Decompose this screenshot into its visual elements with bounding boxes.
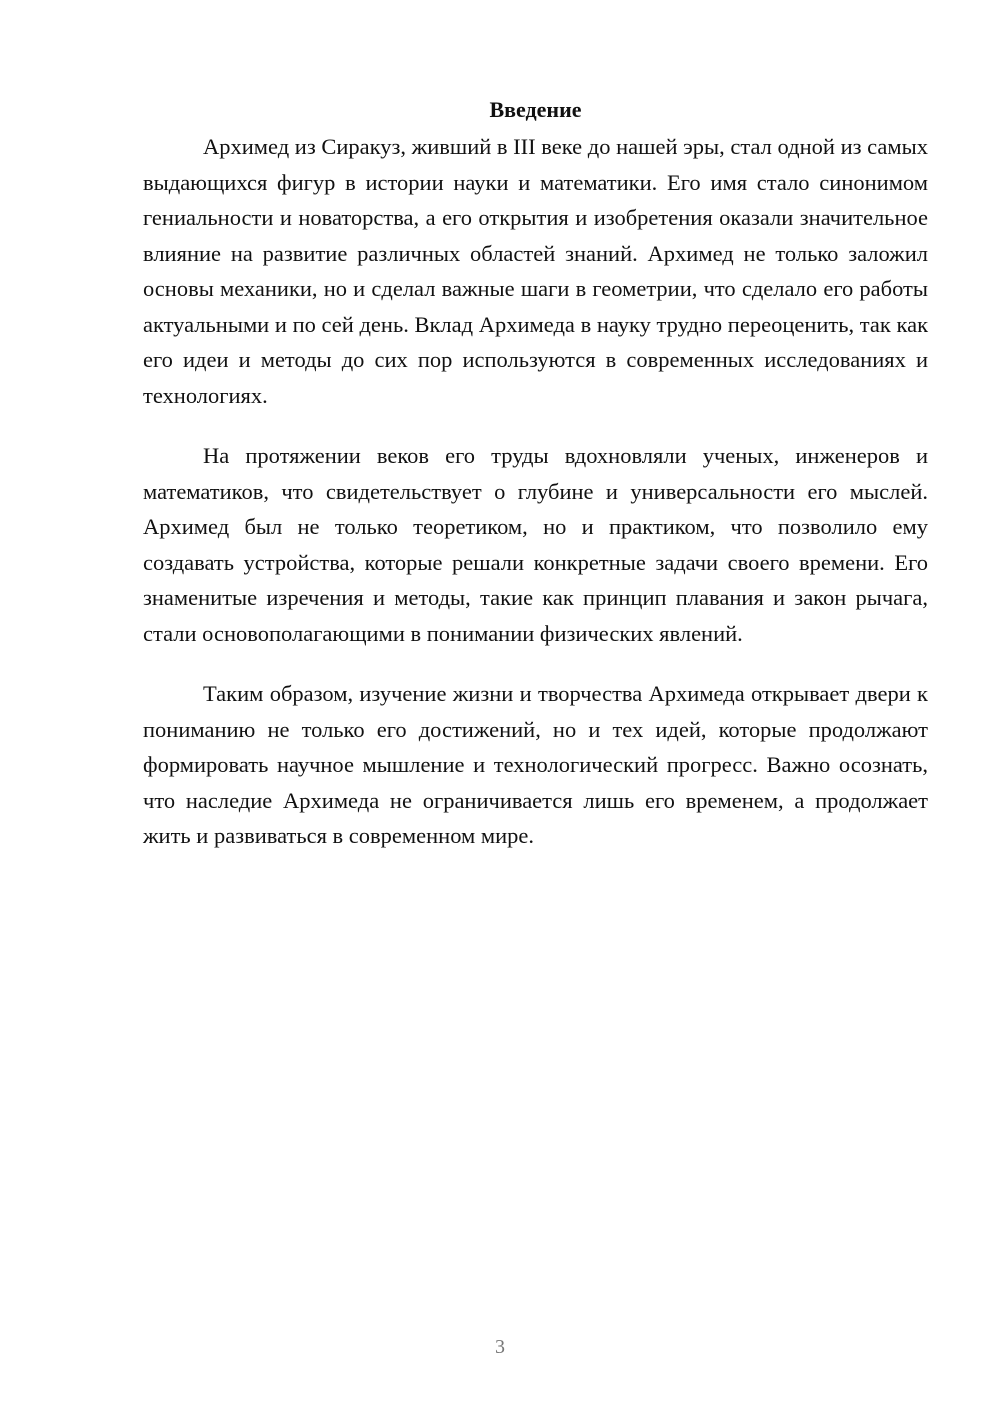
section-title: Введение — [489, 97, 582, 122]
page-number: 3 — [495, 1336, 505, 1358]
page-content — [143, 95, 928, 879]
paragraph-1: Архимед из Сиракуз, живший в III веке до нашей эры, стал одной из самых выдающихся фигур в истории науки и математики. Его имя стало синонимом гениальности и новаторства, а его открытия и изобретения оказали значительное влияние на развитие различных областей знаний. Архимед не только заложил основы механики, но и сделал важные шаги в геометрии, что сделало его работы актуальными и по сей день. Вклад Архимеда в науку трудно переоценить, так как его идеи и методы до сих пор используются в современных исследованиях и технологиях. — [143, 134, 928, 408]
paragraph-2: На протяжении веков его труды вдохновляли ученых, инженеров и математиков, что свидетельствует о глубине и универсальности его мыслей. Архимед был не только теоретиком, но и практиком, что позволило ему создавать устройства, которые решали конкретные задачи своего времени. Его знаменитые изречения и методы, такие как принцип плавания и закон рычага, стали основополагающими в понимании физических явлений. — [143, 443, 928, 646]
paragraph-3: Таким образом, изучение жизни и творчества Архимеда открывает двери к пониманию не только его достижений, но и тех идей, которые продолжают формировать научное мышление и технологический прогресс. Важно осознать, что наследие Архимеда не ограничивается лишь его временем, а продолжает жить и развиваться в современном мире. — [143, 681, 928, 848]
